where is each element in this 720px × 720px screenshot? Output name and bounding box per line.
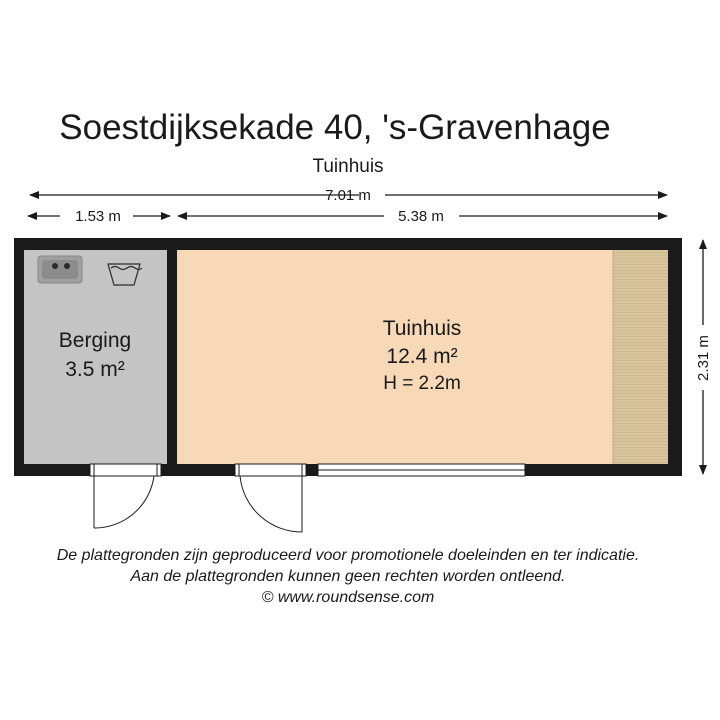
disclaimer [0, 545, 696, 608]
plan-title: Soestdijksekade 40, 's-Gravenhage [59, 108, 611, 147]
dimension-depth [695, 240, 712, 474]
tuinhuis-height: H = 2.2m [383, 373, 461, 394]
plan-subtitle: Tuinhuis [312, 156, 384, 177]
disclaimer-line-1: De plattegronden zijn geproduceerd voor promotionele doeleinden en ter indicatie. [56, 547, 640, 564]
depth-label: 2.31 m [695, 335, 712, 381]
tuinhuis-door [240, 476, 302, 532]
copyright: © www.roundsense.com [261, 589, 435, 606]
tuinhuis-name: Tuinhuis [382, 317, 462, 340]
berging-width-label: 1.53 m [75, 208, 121, 225]
tuinhuis-width-label: 5.38 m [398, 208, 444, 225]
room-tuinhuis [383, 317, 462, 394]
wood-deck [613, 250, 668, 464]
total-width-label: 7.01 m [325, 187, 371, 204]
window [318, 464, 525, 476]
berging-area: 3.5 m² [65, 358, 125, 381]
dimension-tuinhuis-width [178, 208, 667, 225]
tuinhuis-area: 12.4 m² [386, 345, 458, 368]
sink-icon [38, 256, 82, 283]
dimension-total-width [30, 187, 667, 204]
berging-name: Berging [58, 329, 132, 352]
dimension-berging-width [28, 208, 170, 225]
berging-door [94, 476, 154, 528]
disclaimer-line-2: Aan de plattegronden kunnen geen rechten worden ontleend. [130, 568, 566, 585]
